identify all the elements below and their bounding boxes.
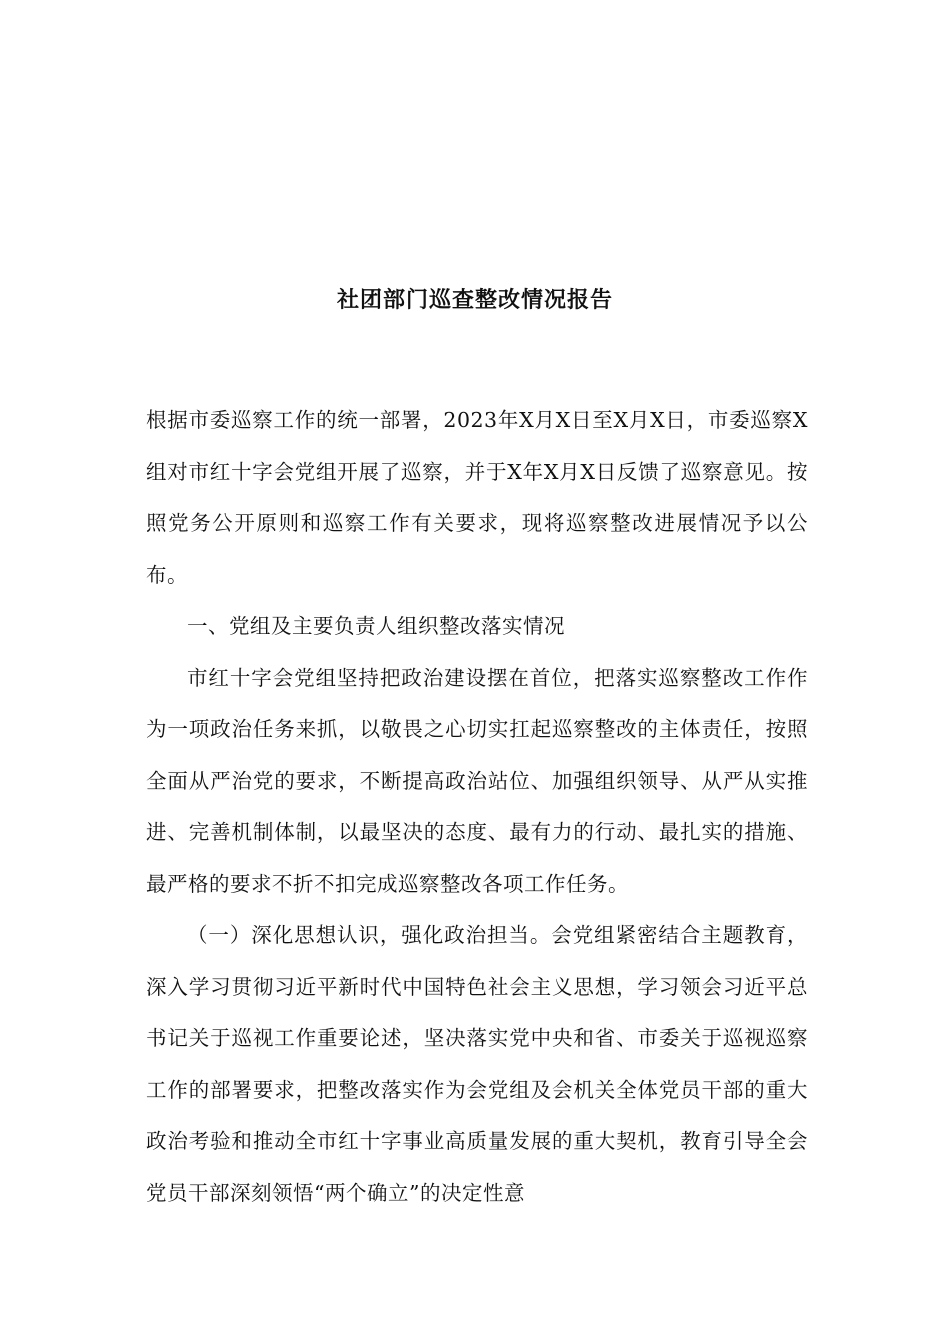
document-title: 社团部门巡查整改情况报告	[336, 287, 613, 313]
body-paragraph: 市红十字会党组坚持把政治建设摆在首位，把落实巡察整改工作作为一项政治任务来抓，以敬畏之心切实扛起巡察整改的主体责任，按照全面从严治党的要求，不断提高政治站位、加强组织领导、从严从实推进、完善机制体制，以最坚决的态度、最有力的行动、最扎实的措施、最严格的要求不折不扣完成巡察整改各项工作任务。	[146, 665, 808, 896]
section-heading: 一、党组及主要负责人组织整改落实情况	[187, 614, 565, 638]
document-body	[146, 395, 808, 1219]
body-paragraph: （一）深化思想认识，强化政治担当。会党组紧密结合主题教育，深入学习贯彻习近平新时代中国特色社会主义思想，学习领会习近平总书记关于巡视工作重要论述，坚决落实党中央和省、市委关于巡视巡察工作的部署要求，把整改落实作为会党组及会机关全体党员干部的重大政治考验和推动全市红十字事业高质量发展的重大契机，教育引导全会党员干部深刻领悟“两个确立”的决定性意	[146, 923, 808, 1205]
intro-paragraph: 根据市委巡察工作的统一部署，2023年X月X日至X月X日，市委巡察X组对市红十字会党组开展了巡察，并于X年X月X日反馈了巡察意见。按照党务公开原则和巡察工作有关要求，现将巡察整改进展情况予以公布。	[146, 408, 808, 587]
